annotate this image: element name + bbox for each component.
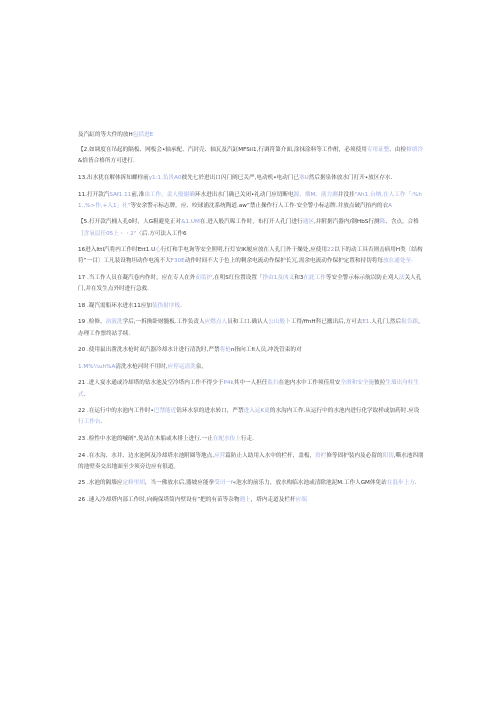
paragraph-text: ，当一佛放水后,器坡应能拳	[144, 480, 215, 487]
paragraph-text: ,并附据汽器内/钢HbS行测	[313, 219, 380, 226]
paragraph-text: 前,准	[131, 191, 145, 198]
highlighted-text: 22	[326, 247, 335, 254]
paragraph-text: 11.打开款汽	[78, 191, 110, 198]
highlighted-text: 治液洗	[105, 319, 123, 326]
paragraph-text: 钻环水泵的进水转口，严禁	[176, 408, 244, 415]
highlighted-text: 心	[155, 247, 161, 254]
paragraph	[78, 451, 424, 473]
document-body	[78, 130, 424, 512]
paragraph-text: 其中一人担任	[233, 380, 268, 387]
highlighted-text: SAf1.11	[109, 191, 132, 198]
highlighted-text: 全滑和安全施	[340, 380, 375, 387]
highlighted-text: "Ah1.台纳,在人工作「:%h1.,%>作,+入1」社"	[78, 191, 422, 209]
paragraph	[78, 345, 424, 356]
highlighted-text: F30E	[170, 258, 185, 265]
highlighted-text: 定修里胡	[122, 480, 145, 487]
paragraph-text: 、由检	[389, 147, 407, 154]
paragraph-text: 17 .当工作人员在凝汽卷内作时，应在专人在外	[78, 274, 196, 281]
paragraph-text: 13.出水犹在解体拆知螺栓前	[78, 175, 149, 181]
paragraph-text: 〈后.方可法入工作6	[136, 230, 187, 237]
paragraph	[78, 495, 424, 506]
paragraph-text: 22 .在运行中的水池内工作时•	[78, 408, 154, 415]
paragraph	[78, 478, 424, 489]
paragraph-text: 的水沟内工作.从运行中的水池内进行化学取样或加药时.应设	[269, 408, 420, 415]
highlighted-text: 应营	[214, 452, 226, 459]
paragraph-text: «泡水的前乐力，放水构临水池或清除池泥M.工作人GM体免站	[232, 480, 387, 487]
highlighted-text: 资栏	[315, 452, 327, 459]
highlighted-text: 应端	[295, 496, 307, 503]
paragraph	[78, 406, 424, 428]
highlighted-text: 阳切	[382, 452, 394, 459]
highlighted-text: 塞U	[298, 175, 309, 181]
highlighted-text: 受司一f	[214, 480, 233, 487]
paragraph-text: 员和工口.确认人	[227, 319, 269, 326]
highlighted-text: 在混步上方	[386, 480, 415, 487]
paragraph-text: ,嘶水池四朋的池壁奏交出地面至少须旁边应有很道。	[78, 452, 424, 470]
paragraph	[78, 301, 424, 312]
paragraph	[78, 317, 424, 339]
paragraph-text: 在池内水中工作须佳用安	[278, 380, 341, 387]
highlighted-text: 监扫	[267, 380, 279, 387]
highlighted-text: 隆	[379, 219, 386, 226]
paragraph-text: .	[100, 419, 103, 426]
paragraph-text: 关人孔门,并在发生点外时进行急救.	[78, 274, 422, 293]
paragraph-text: 以下的动工具否则击病用H类〔结构符”一目〕工凡装设物坦动作电流不大	[78, 247, 423, 265]
paragraph-text: 清洗水枪河时不用时,	[115, 363, 168, 370]
highlighted-text: 由工作。责人般谢确	[144, 191, 195, 198]
paragraph-text: n指向工fi人员,冲洗管束的对	[230, 347, 302, 354]
paragraph-text: 和3	[294, 274, 304, 281]
paragraph-text: 20 .使用鼠出凿洗水枪时双汽器冷却水计进行清洗时,严禁	[78, 347, 220, 354]
highlighted-text: 生墙出身柱生式	[78, 380, 420, 398]
highlighted-text: 报告跟	[401, 319, 418, 326]
highlighted-text: 含氧层任05上・・2"	[83, 230, 137, 237]
paragraph-text: 在.进入般汽嗥工作时，布打开人孔门进行	[199, 219, 303, 226]
paragraph-text: 16进入Ittl汽将内工作时Ett1.U	[78, 247, 156, 254]
paragraph-text: 行走.	[240, 435, 254, 442]
paragraph	[78, 190, 424, 212]
paragraph-text: 工得/ffnH科已撤出后,方可去	[290, 319, 363, 326]
highlighted-text: 应停运清洗	[167, 363, 196, 370]
highlighted-text: 在此工作	[303, 274, 326, 281]
highlighted-text: 法	[398, 274, 405, 281]
paragraph-text: 然后据泉体放水门打开•放区存水.	[308, 175, 393, 181]
paragraph	[78, 362, 424, 373]
highlighted-text: 在配水传上	[212, 435, 241, 442]
highlighted-text: A	[388, 202, 392, 209]
paragraph-text: 23 .检性中水池的喊阐",免站在木船或木排上进行.一止	[78, 435, 213, 442]
paragraph-text: 彼先七於进出口闪门阐巳关严,电动机•电动门已	[181, 175, 299, 181]
paragraph-text: 24 .在水沟、水井、边水池阿及冷却塔水池附圈等地点,	[78, 452, 215, 459]
paragraph-text: 修等固护装内及必留的	[326, 452, 383, 459]
highlighted-text: 公山般卜	[268, 319, 291, 326]
paragraph-text: &恰皆合格所方可进打.	[78, 158, 135, 165]
paragraph-text: 并没挂	[337, 191, 355, 198]
highlighted-text: y1:1.负贵A0	[148, 175, 182, 181]
paragraph	[78, 434, 424, 445]
highlighted-text: 将枪	[219, 347, 231, 354]
highlighted-text: 1.M%¼uh%A	[78, 363, 116, 370]
paragraph-text: 【5.打开款汽桶人孔0时，人G粗避免正对	[78, 219, 182, 226]
paragraph-text: 动作时间不大于色上的剩余电流动作保护长冗,需余电流动作保护定置和持切将每	[184, 258, 383, 265]
highlighted-text: 放在通处至·	[382, 258, 413, 265]
highlighted-text: 源、烟M、液力测	[293, 191, 338, 198]
highlighted-text: 专用证整	[366, 147, 390, 154]
paragraph-text: 等安余警示标志牌。应、咬球浦沈系统陶道.aw”禁止操作行人工作·安全警小标志牌.并放点破汽抬内的衣	[130, 202, 389, 209]
paragraph-text: 25 .水池的隔墙应	[78, 480, 123, 487]
highlighted-text: 通区	[302, 219, 314, 226]
paragraph-text: 泉，	[195, 363, 207, 370]
paragraph-text: 26 .速入冷却塔内部工作时,向碗保塔筒内壁设有”把的有苗等杂物	[78, 496, 240, 503]
paragraph	[78, 217, 424, 239]
paragraph	[78, 273, 424, 295]
paragraph-text: 21 .进人宴水通或冷却塔的钻水池及空冷塔内工作不得少于	[78, 380, 224, 387]
paragraph-text: .人孔门,然后	[369, 319, 402, 326]
paragraph	[78, 378, 424, 400]
highlighted-text: 装伪射序板	[152, 302, 181, 309]
highlighted-text: 包括进E	[132, 132, 154, 138]
paragraph-text: 行灯和手电询等安全照明,行灯安IK履应放在人孔门外干燥处,应使用	[160, 247, 327, 254]
paragraph-text: ，塔内走道及栏杆	[250, 496, 296, 503]
paragraph-text: .	[414, 480, 417, 487]
paragraph-text: .	[83, 391, 86, 398]
paragraph-text: 彼拉	[374, 380, 386, 387]
paragraph-text: 学后,一拆換卧财髓板.工作负责人	[122, 319, 205, 326]
highlighted-text: 挣由1及凶义	[262, 274, 295, 281]
highlighted-text: 而监护	[195, 274, 213, 281]
highlighted-text: &1.UM	[181, 219, 200, 226]
highlighted-text: 行工作台	[78, 419, 101, 426]
paragraph-text: 、含点。合格〔	[78, 219, 419, 237]
paragraph-text: 【2.如调度在吊起的隔板、网板会•轴承配、汽封壳、轴瓦及汽缸MFSii1,行调符第介面,涂抹涂料等工作酎，必须使用	[78, 147, 367, 154]
paragraph	[78, 245, 424, 267]
paragraph-text: 18 .凝汽需船环水进水11应加	[78, 302, 153, 309]
paragraph-text: 环水进出水门确已关闭•礼动门应切断电	[194, 191, 294, 198]
paragraph-text: 篇防止人助用入水中的栏杆，盖板，	[225, 452, 316, 459]
highlighted-text: P4k	[223, 380, 234, 387]
paragraph-text: .	[180, 302, 182, 309]
highlighted-text: 遇上	[239, 496, 251, 503]
paragraph-text: 等安全警示标示航以防止刈人	[325, 274, 399, 281]
paragraph-text: ,在明S红位置设置「	[212, 274, 263, 281]
highlighted-text: 应燃点人	[204, 319, 228, 326]
highlighted-text: 巴禁能近	[153, 408, 177, 415]
highlighted-text: 修填冷	[406, 147, 423, 154]
paragraph	[78, 145, 424, 167]
paragraph-text: 19 .检修、	[78, 319, 106, 326]
paragraph	[78, 130, 424, 141]
paragraph-text: 及汽缸的等大件的放H	[78, 132, 133, 138]
paragraph-text: ，办理工作票终站手续.	[78, 319, 424, 337]
highlighted-text: E1	[362, 319, 370, 326]
highlighted-text: 进入运K更	[243, 408, 270, 415]
paragraph	[78, 173, 424, 184]
